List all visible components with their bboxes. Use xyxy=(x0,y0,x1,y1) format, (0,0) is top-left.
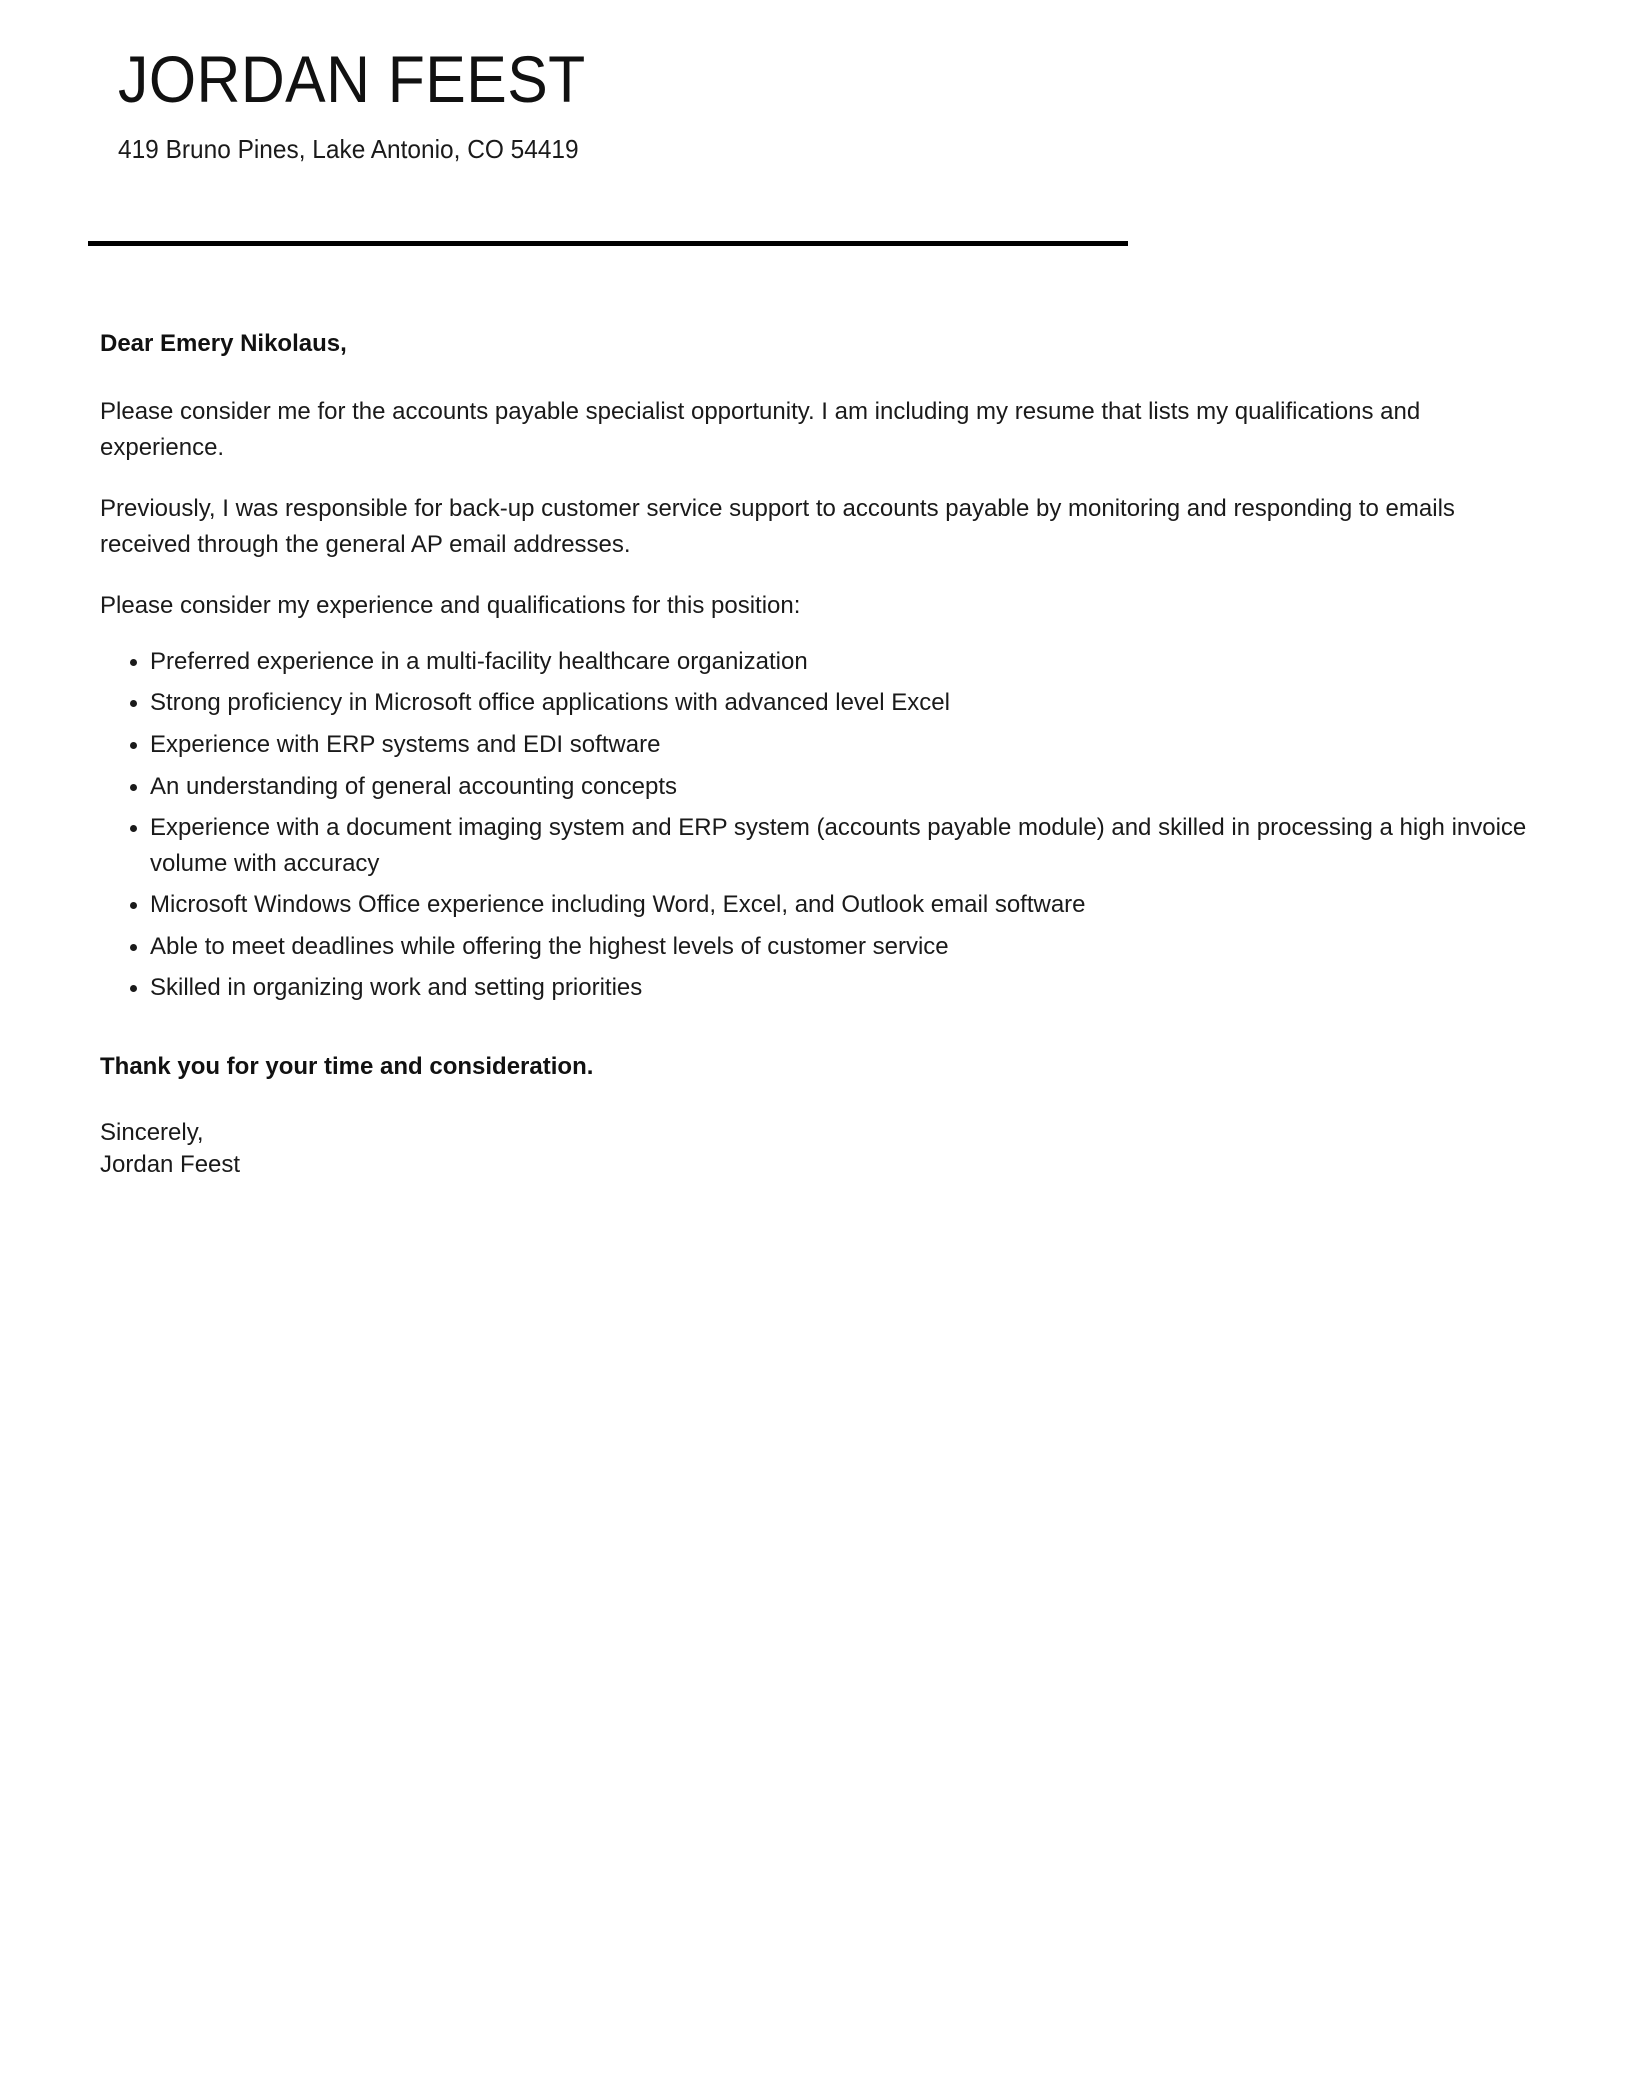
qualifications-intro: Please consider my experience and qualifications for this position: xyxy=(100,592,801,620)
signature-block xyxy=(100,1117,1532,1180)
letter-body xyxy=(100,328,1532,1181)
letterhead xyxy=(118,42,1518,165)
signoff-name: Jordan Feest xyxy=(100,1150,241,1178)
list-item: Able to meet deadlines while offering the highest levels of customer service xyxy=(100,929,1532,965)
body-paragraph-2: Previously, I was responsible for back-up customer service support to accounts payable by monitoring and responding to emails received through the general AP email addresses. xyxy=(100,495,1455,558)
applicant-name: JORDAN FEEST xyxy=(118,42,586,116)
body-paragraph-1: Please consider me for the accounts payable specialist opportunity. I am including my resume that lists my qualifications and experience. xyxy=(100,398,1421,461)
list-item: Microsoft Windows Office experience including Word, Excel, and Outlook email software xyxy=(100,887,1532,923)
list-item: Experience with a document imaging system and ERP system (accounts payable module) and skilled in processing a high invoice volume with accuracy xyxy=(100,810,1532,881)
closing-statement: Thank you for your time and consideration. xyxy=(100,1052,594,1080)
list-item: Skilled in organizing work and setting priorities xyxy=(100,970,1532,1006)
qualifications-list xyxy=(100,644,1532,1006)
signoff-valediction: Sincerely, xyxy=(100,1119,204,1147)
list-item: Strong proficiency in Microsoft office applications with advanced level Excel xyxy=(100,685,1532,721)
salutation: Dear Emery Nikolaus, xyxy=(100,330,347,357)
applicant-address: 419 Bruno Pines, Lake Antonio, CO 54419 xyxy=(118,134,579,164)
list-item: Preferred experience in a multi-facility healthcare organization xyxy=(100,644,1532,680)
header-divider xyxy=(88,241,1128,246)
list-item: Experience with ERP systems and EDI software xyxy=(100,727,1532,763)
list-item: An understanding of general accounting concepts xyxy=(100,769,1532,805)
